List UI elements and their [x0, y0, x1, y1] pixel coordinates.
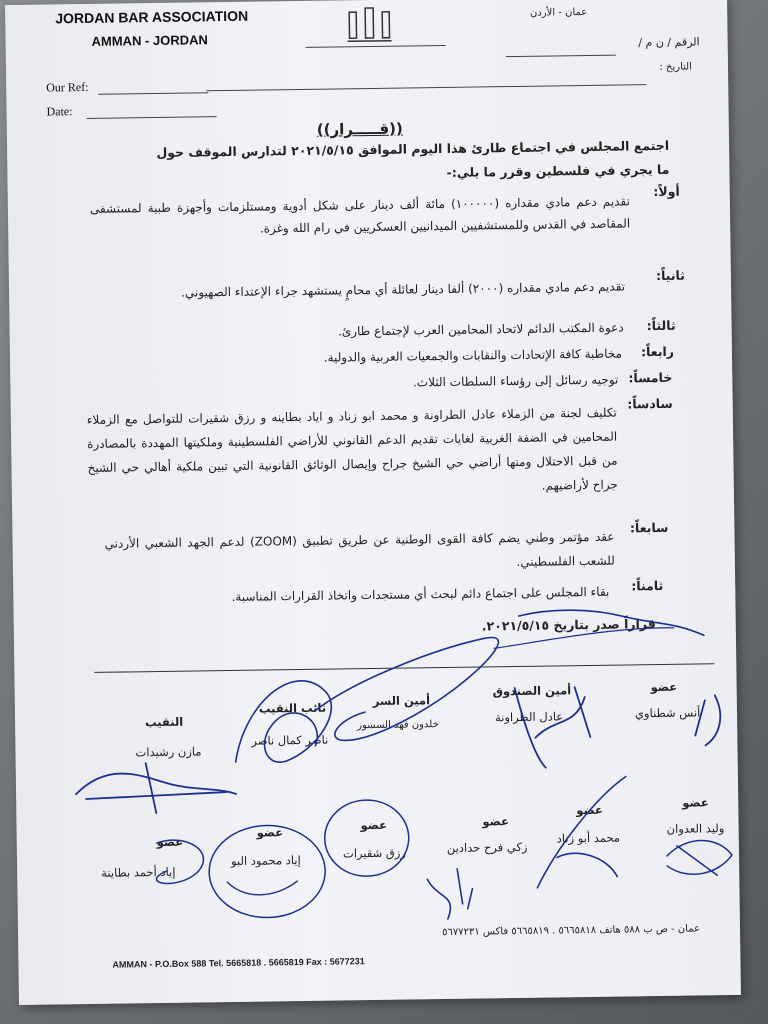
ink-sig-row2-2 — [209, 825, 326, 919]
document-page — [5, 0, 741, 1005]
ink-sig-secretary — [314, 637, 500, 740]
sig2-name-2: إياد محمود البو — [230, 853, 301, 869]
item-text-6: تكليف لجنة من الزملاء عادل الطراونة و محمد ابو زناد و اياد بطاينه و رزق شقيرات للتواصل مع الزملاء المحامين في الضفة الغربية لغايات تقديم الدعم القانوني للأراضي الفلسطينية وملكيتها المهددة بالمصادرة من قبل الاحتلال ومنها أراضي حي الشيخ جراح وإيصال الوثائق القانونية التي تبين ملكية أهالي حي الشيخ جراح لأراضيهم. — [86, 405, 618, 493]
item-text-2: تقديم دعم مادي مقداره (٢٠٠٠) ألفا دينار لعائلة أي محامٍ يستشهد جراء الإعتداء الصهيوني. — [181, 279, 626, 300]
sig2-title-2: عضو — [256, 825, 284, 840]
item-label-2: ثانياً: — [655, 267, 685, 284]
sig1-name-president: مازن رشيدات — [135, 744, 202, 760]
closing-line: قراراً صدر بتاريخ ٢٠٢١/٥/١٥. — [481, 616, 656, 634]
sig1-title-member: عضو — [650, 679, 678, 695]
item-label-1: أولاً: — [653, 183, 680, 200]
ink-sig-vice — [235, 680, 333, 762]
ink-sig-row2-6 — [667, 840, 732, 876]
sig1-title-secretary: أمين السر — [372, 693, 431, 709]
footer-arabic: عمان - ص ب ٥٨٨ هاتف ٥٦٦٥٨١٨ . ٥٦٦٥٨١٩ فاكس ٥٦٧٧٢٣١ — [441, 923, 701, 939]
sig2-title-4: عضو — [482, 814, 510, 829]
item-label-4: رابعاً: — [640, 343, 675, 360]
sig2-title-6: عضو — [682, 795, 709, 810]
ink-sig-row2-5 — [536, 776, 628, 887]
ink-signatures — [5, 0, 741, 1005]
item-text-1: تقديم دعم مادي مقداره (١٠٠٠٠٠) مائة ألف دينار على شكل أدوية ومستلزمات وأجهزة طبية لمستشفى المقاصد في القدس وللمستشفيين الميدانيين العسكريين في رام الله وغزة. — [89, 194, 631, 236]
ink-sig-row2-4 — [427, 869, 473, 920]
arabic-ref-label: الرقم / ن م / — [638, 35, 700, 50]
ink-closing-scribble — [519, 608, 704, 638]
item-text-8: بقاء المجلس على اجتماع دائم لبحث أي مستجدات واتخاذ القرارات المناسبة. — [231, 584, 610, 604]
sig1-name-secretary: خلدون فهد السسور — [357, 719, 439, 732]
item-text-5: توجيه رسائل إلى رؤساء السلطات الثلاث. — [412, 372, 619, 390]
item-label-7: سابعاً: — [629, 519, 669, 536]
sig2-title-5: عضو — [576, 802, 603, 818]
decision-title: ((قـــــرار)) — [316, 119, 403, 139]
ink-sig-treasurer — [515, 687, 591, 768]
ink-sig-member1 — [695, 695, 721, 745]
footer-english: AMMAN - P.O.Box 588 Tel. 5665818 . 5665819 Fax : 5677231 — [112, 956, 365, 970]
ink-sig-row2-3 — [324, 800, 409, 877]
decision-intro: اجتمع المجلس في اجتماع طارئ هذا اليوم الموافق ٢٠٢١/٥/١٥ لتدارس الموقف حول ما يجري في فلسطين وقرر ما يلي:- — [156, 137, 670, 180]
item-label-3: ثالثاً: — [646, 317, 676, 334]
sig2-name-4: زكي فرح حدادين — [446, 839, 528, 856]
sig2-name-1: إياد أحمد بطاينة — [101, 864, 176, 880]
our-ref-label: Our Ref: — [46, 79, 89, 95]
sig2-title-1: عضو — [156, 834, 184, 850]
item-label-5: خامساً: — [628, 369, 673, 386]
ink-sig-row2-1 — [156, 840, 204, 884]
item-label-8: ثامناً: — [631, 577, 664, 594]
date-label: Date: — [46, 104, 73, 119]
sig2-name-3: رزق شقيرات — [342, 845, 407, 861]
sig1-title-treasurer: أمين الصندوق — [492, 683, 572, 699]
item-text-3: دعوة المكتب الدائم لاتحاد المحامين العرب لإجتماع طارئ. — [337, 320, 624, 339]
ink-sig-president — [76, 762, 237, 814]
sig1-title-vice: نائب النقيب — [258, 700, 327, 716]
sig2-title-3: عضو — [360, 817, 388, 833]
org-name: JORDAN BAR ASSOCIATION — [55, 7, 249, 27]
arabic-city: عمان - الأردن — [529, 6, 588, 19]
sig1-name-vice: ناصر كمال ناصر — [251, 732, 329, 748]
item-text-4: مخاطبة كافة الإتحادات والنقابات والجمعيات العربية والدولية. — [323, 346, 623, 365]
sig1-name-member: أنس شطناوي — [634, 705, 701, 721]
arabic-date-label: التاريخ : — [659, 61, 693, 73]
sig2-name-5: محمد أبو زناد — [556, 830, 621, 846]
item-text-7: عقد مؤتمر وطني يضم كافة القوى الوطنية عن طريق تطبيق (ZOOM) لدعم الجهد الشعبي الأردني للشعب الفلسطيني. — [104, 529, 615, 570]
sig1-name-treasurer: عادل الطراونة — [494, 709, 564, 725]
item-label-6: سادساً: — [627, 395, 673, 412]
org-location: AMMAN - JORDAN — [91, 32, 208, 49]
sig2-name-6: وليد العدوان — [666, 821, 725, 836]
sig1-title-president: النقيب — [144, 714, 184, 730]
